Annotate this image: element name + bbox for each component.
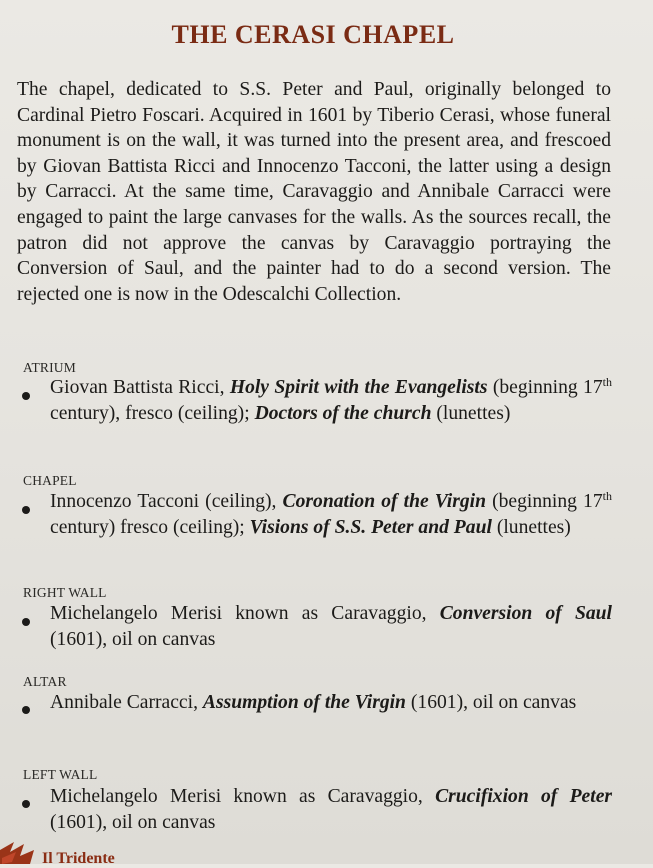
entry-right-wall: [50, 601, 612, 653]
page-title: THE CERASI CHAPEL: [171, 20, 455, 49]
artist: Annibale Carracci,: [50, 692, 203, 713]
entry-text: century) fresco (ceiling);: [50, 517, 250, 538]
entry-text: (beginning 17: [485, 491, 603, 512]
entry-text: (1601), oil on canvas: [405, 692, 577, 713]
entry-altar: [50, 690, 612, 716]
entry-text: (1601), oil on canvas: [50, 629, 216, 650]
artist: Michelangelo Merisi known as Caravaggio,: [50, 786, 436, 807]
artwork-title: Holy Spirit with the Evangelists: [229, 377, 488, 398]
ordinal-suffix: th: [602, 489, 612, 503]
entry-atrium: [50, 375, 612, 427]
bullet: [22, 800, 30, 808]
section-label-atrium: ATRIUM: [23, 360, 76, 375]
bullet: [22, 618, 30, 626]
artist: Giovan Battista Ricci,: [50, 377, 230, 398]
entry-left-wall: [50, 784, 612, 836]
bullet: [22, 506, 30, 514]
intro-paragraph: The chapel, dedicated to S.S. Peter and Paul, originally belonged to Cardinal Pietro Foscari. Acquired in 1601 by Tiberio Cerasi, whose funeral monument is on the wall, it was turned into the present area, and frescoed by Giovan Battista Ricci and Innocenzo Tacconi, the latter using a design by Carracci. At the same time, Caravaggio and Annibale Carracci were engaged to paint the large canvases for the walls. As the sources recall, the patron did not approve the canvas by Caravaggio portraying the Conversion of Saul, and the painter had to do a second version. The rejected one is now in the Odescalchi Collection.: [17, 79, 611, 305]
section-label-left-wall: LEFT WALL: [23, 767, 98, 782]
artwork-title: Coronation of the Virgin: [282, 491, 486, 512]
artwork-title: Doctors of the church: [254, 403, 432, 424]
artist: Innocenzo Tacconi (ceiling),: [50, 491, 283, 512]
section-label-chapel: CHAPEL: [23, 473, 77, 488]
section-label-altar: ALTAR: [23, 674, 67, 689]
bullet: [22, 706, 30, 714]
entry-text: (1601), oil on canvas: [50, 812, 216, 833]
trident-logo-icon: [0, 832, 40, 864]
entry-text: (lunettes): [431, 403, 511, 424]
ordinal-suffix: th: [602, 375, 612, 389]
entry-text: (beginning 17: [487, 377, 603, 398]
artist: Michelangelo Merisi known as Caravaggio,: [50, 603, 440, 624]
artwork-title: Conversion of Saul: [439, 603, 613, 624]
entry-text: (lunettes): [491, 517, 571, 538]
bullet: [22, 392, 30, 400]
entry-chapel: [50, 489, 612, 541]
footer-logo-text: Il Tridente: [42, 850, 115, 867]
entry-text: century), fresco (ceiling);: [50, 403, 255, 424]
section-label-right-wall: RIGHT WALL: [23, 585, 107, 600]
artwork-title: Assumption of the Virgin: [202, 692, 406, 713]
artwork-title: Crucifixion of Peter: [435, 786, 613, 807]
artwork-title: Visions of S.S. Peter and Paul: [249, 517, 492, 538]
